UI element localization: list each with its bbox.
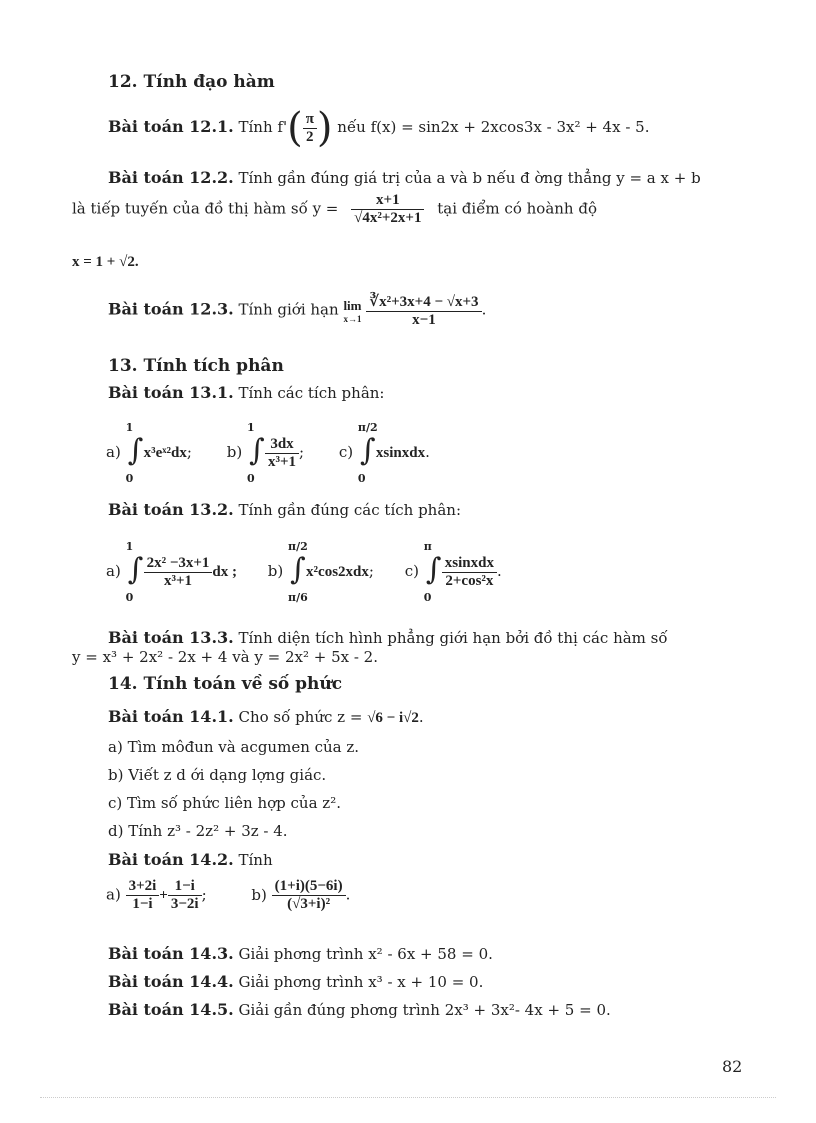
separator: ; [186, 443, 192, 461]
problem-13-3-line2: y = x³ + 2x² - 2x + 4 và y = 2x² + 5x - 2. [72, 648, 378, 666]
denominator: x−1 [412, 312, 436, 328]
item-label: c) [338, 443, 354, 461]
paren-open: ( [287, 105, 303, 151]
limit-operator [343, 298, 361, 324]
fraction: $\frac{\text{2x² −3x+1}}{\text{x³+1}}$ [144, 555, 213, 590]
problem-text: Tính f' [238, 118, 288, 136]
problem-text: Tính các tích phân: [238, 384, 385, 402]
problem-14-1-d: d) Tính z³ - 2z² + 3z - 4. [108, 822, 288, 840]
period: . [425, 443, 430, 461]
fraction: xsinxdx 2+cos²x [442, 555, 497, 590]
item-label: b) [226, 443, 243, 461]
item-label: b) [267, 562, 284, 580]
problem-text: tại điểm có hoành độ [437, 199, 597, 218]
problem-14-1-b: b) Viết z d ới dạng lợng giác. [108, 766, 327, 784]
problem-14-5 [108, 1000, 611, 1019]
problem-label: Bài toán 14.1. [108, 707, 234, 726]
problem-text: Giải phơng trình x² - 6x + 58 = 0. [238, 945, 493, 963]
integral-sign: π ∫ 0 [423, 540, 442, 604]
lim-sub: x→1 [343, 313, 362, 324]
problem-12-2-line3: x = 1 + √2. [72, 254, 139, 270]
integrals-13-2 [106, 540, 502, 604]
problem-12-3 [108, 292, 486, 329]
fraction [366, 292, 481, 329]
period: . [496, 562, 502, 580]
fraction: $\frac{(1+i)(5-6i)}{\text{(√3+i)²}}$ [272, 878, 346, 913]
problem-text: Tính gần đúng các tích phân: [238, 501, 461, 519]
problem-text: nếu f(x) = sin2x + 2xcos3x - 3x² + 4x - 5. [337, 118, 650, 136]
section-13-title: 13. Tính tích phân [108, 356, 284, 376]
problem-13-3-line1 [108, 628, 668, 647]
fraction: $\frac{3dx}{\text{x³+1}}$ [265, 436, 299, 471]
problem-12-2-line1 [108, 168, 701, 187]
problem-14-3 [108, 944, 493, 963]
integral-sign: 1 ∫ 0 [125, 421, 144, 485]
separator: ; [368, 562, 374, 580]
plus-sign: + [159, 887, 168, 904]
problem-label: Bài toán 13.2. [108, 500, 234, 519]
numerator: ∛x²+3x+4 − √x+3 [366, 292, 481, 312]
fraction: $\frac{1-i}{3-2i}$ [168, 878, 202, 913]
problem-label: Bài toán 14.3. [108, 944, 234, 963]
problem-label: Bài toán 12.2. [108, 168, 234, 187]
integral-sign: 1 ∫ 0 [246, 421, 265, 485]
numerator: x+1 [351, 192, 424, 210]
section-12-title: 12. Tính đạo hàm [108, 72, 275, 92]
integral-sign: π/2 ∫ 0 [357, 421, 378, 485]
problem-text: Cho số phức z = [238, 708, 363, 726]
problem-label: Bài toán 12.1. [108, 117, 234, 136]
complex-number: √6 − i√2 [367, 710, 419, 726]
problem-text: Tính diện tích hình phẳng giới hạn bởi đồ thị các hàm số [238, 629, 668, 647]
period: . [481, 300, 487, 319]
item-label: a) [106, 562, 121, 580]
problem-label: Bài toán 14.2. [108, 850, 234, 869]
integrand: xsinxdx [375, 445, 426, 461]
denominator: 2 [306, 128, 314, 145]
problem-text: là tiếp tuyến của đồ thị hàm số y = [72, 199, 339, 218]
problem-label: Bài toán 13.3. [108, 628, 234, 647]
problem-text: Giải phơng trình x³ - x + 10 = 0. [238, 973, 484, 991]
problem-14-4 [108, 972, 483, 991]
problem-text: Tính giới hạn [238, 300, 339, 319]
problem-label: Bài toán 14.5. [108, 1000, 234, 1019]
fraction [303, 111, 317, 146]
integral-sign: 1 ∫ 0 [125, 540, 144, 604]
period: . [345, 885, 351, 904]
problem-14-2 [108, 850, 273, 869]
integrand: x²cos2xdx [306, 564, 369, 580]
problem-13-1 [108, 383, 384, 402]
item-label: b) [251, 885, 267, 904]
problem-text: Tính gần đúng giá trị của a và b nếu đ ờng thẳng y = a x + b [238, 169, 701, 187]
problem-label: Bài toán 13.1. [108, 383, 234, 402]
period: . [418, 708, 424, 726]
separator: ; [299, 443, 305, 461]
numerator: π [303, 111, 317, 129]
integrand-tail: dx ; [212, 564, 238, 580]
problem-label: Bài toán 12.3. [108, 299, 234, 319]
integrals-13-1 [106, 421, 430, 485]
problem-13-2 [108, 500, 461, 519]
expressions-14-2 [106, 878, 350, 913]
item-label: c) [404, 562, 419, 580]
problem-14-1-c: c) Tìm số phức liên hợp của z². [108, 794, 341, 812]
problem-14-1 [108, 707, 424, 727]
problem-label: Bài toán 14.4. [108, 972, 234, 991]
denominator: √4x²+2x+1 [354, 210, 422, 226]
integrand: x³eˣ²dx [143, 445, 187, 461]
footer-rule [40, 1097, 776, 1098]
lim-text: lim [343, 297, 362, 313]
problem-text: Tính [238, 851, 273, 869]
paren-close: ) [316, 105, 333, 151]
problem-14-1-a: a) Tìm môđun và acgumen của z. [108, 738, 360, 756]
item-label: a) [106, 885, 121, 904]
section-14-title: 14. Tính toán về số phức [108, 674, 343, 694]
fraction [351, 192, 424, 227]
item-label: a) [106, 443, 121, 461]
problem-text: Giải gần đúng phơng trình 2x³ + 3x²- 4x + 5 = 0. [238, 1001, 611, 1019]
integral-sign: π/2 ∫ π/6 [288, 540, 308, 604]
problem-12-2-line2 [72, 192, 597, 227]
page-number: 82 [722, 1057, 743, 1076]
problem-12-1 [108, 105, 650, 151]
separator: ; [201, 885, 207, 904]
fraction: $\frac{3+2i}{1-i}$ [126, 878, 160, 913]
